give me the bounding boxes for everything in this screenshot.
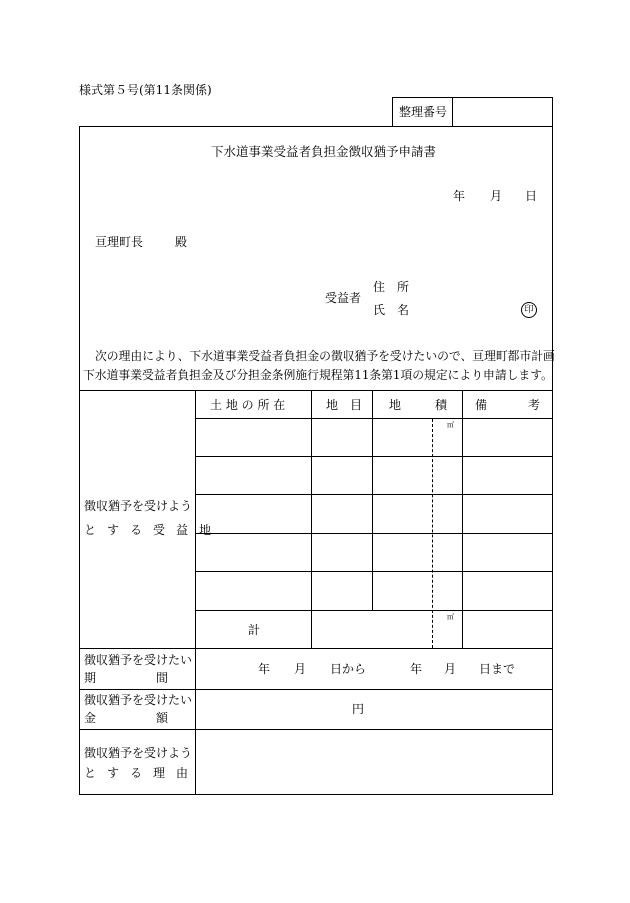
form-number: 様式第５号(第11条関係) xyxy=(79,83,212,97)
period-start-day: 日から xyxy=(330,662,367,676)
header-notes-left: 備 xyxy=(475,398,488,412)
period-start-year: 年 xyxy=(258,662,271,676)
land-row-label-2: と す る 受 益 地 xyxy=(84,523,211,537)
total-area-unit: ㎡ xyxy=(447,613,454,621)
header-location: 土 地 の 所 在 xyxy=(210,398,286,412)
name-label: 氏 名 xyxy=(373,303,410,317)
ref-number-label: 整理番号 xyxy=(399,105,448,119)
amount-label-2: 金 額 xyxy=(84,711,169,725)
period-end-year: 年 xyxy=(410,662,423,676)
name-field[interactable] xyxy=(410,300,510,318)
header-area-left: 地 xyxy=(389,398,402,412)
period-end-month: 月 xyxy=(444,662,457,676)
header-category: 地 目 xyxy=(326,398,363,412)
form-title: 下水道事業受益者負担金徴収猶予申請書 xyxy=(211,144,437,159)
period-end-day: 日まで xyxy=(479,662,516,676)
land-row-label-1: 徴収猶予を受けよう xyxy=(84,499,193,513)
amount-unit: 円 xyxy=(352,702,365,716)
address-label: 住 所 xyxy=(373,280,410,294)
beneficiary-label: 受益者 xyxy=(325,291,362,305)
seal-mark: 印 xyxy=(521,302,537,318)
period-label-2: 期 間 xyxy=(84,671,169,685)
reason-label-2: と す る 理 由 xyxy=(84,766,188,780)
date-month: 月 xyxy=(490,189,503,203)
date-day: 日 xyxy=(525,189,538,203)
statement-line-1: 次の理由により、下水道事業受益者負担金の徴収猶予を受けたいので、亘理町都市計画 xyxy=(95,349,555,363)
area-unit: ㎡ xyxy=(447,421,454,429)
total-label: 計 xyxy=(248,623,261,637)
period-label-1: 徴収猶予を受けたい xyxy=(84,653,193,667)
addressee-name: 亘理町長 xyxy=(95,235,144,249)
period-start-month: 月 xyxy=(294,662,307,676)
addressee-honorific: 殿 xyxy=(175,235,188,249)
statement-line-2: 下水道事業受益者負担金及び分担金条例施行規程第11条第1項の規定により申請します。 xyxy=(83,368,553,382)
address-field[interactable] xyxy=(410,277,530,295)
reason-label-1: 徴収猶予を受けよう xyxy=(84,746,193,760)
header-notes-right: 考 xyxy=(528,398,541,412)
date-year: 年 xyxy=(453,189,466,203)
header-area-right: 積 xyxy=(435,398,448,412)
amount-label-1: 徴収猶予を受けたい xyxy=(84,693,193,707)
ref-number-field[interactable] xyxy=(454,99,551,125)
